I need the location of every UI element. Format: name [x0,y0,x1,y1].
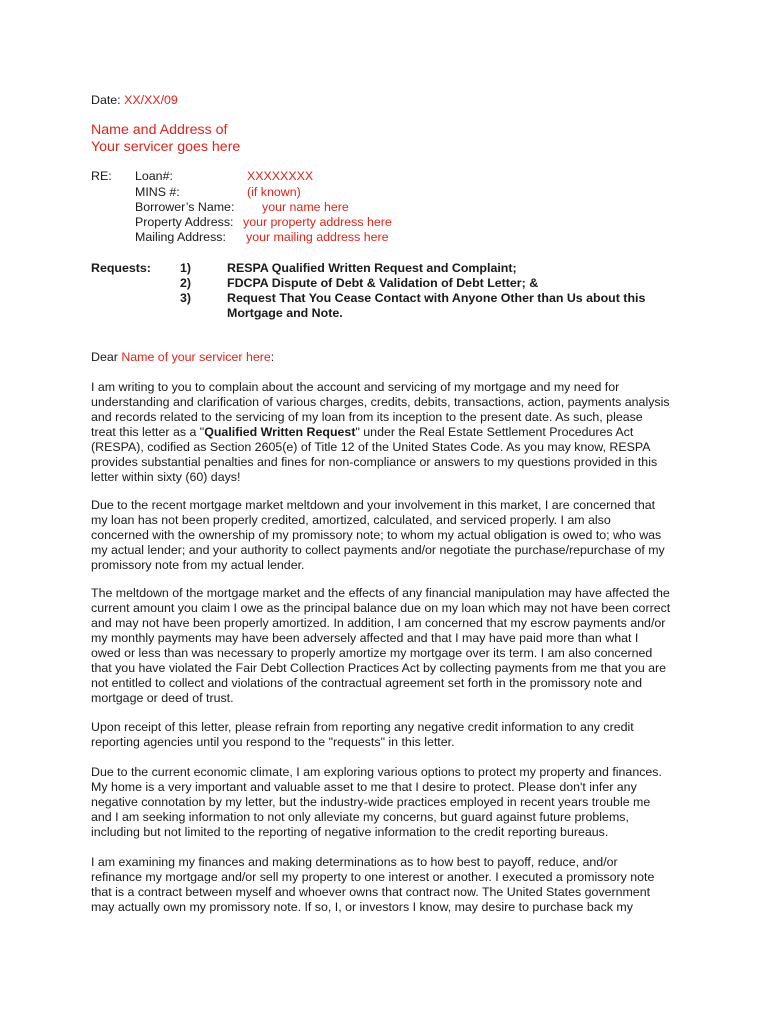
re-label: RE: [91,169,112,183]
salutation [91,350,274,365]
requests-label: Requests: [91,261,151,275]
request-text-continued: Mortgage and Note. [227,306,343,320]
paragraph-line: and records related to the servicing of my loan from its inception to the present date. As such, please [91,410,643,424]
re-row-property [91,215,691,230]
paragraph-line: My home is a very important and valuable asset to me that I desire to protect. Please don't infer any [91,780,637,794]
paragraph-5 [91,765,661,840]
request-number: 3) [180,291,192,305]
paragraph-line: my loan has not been properly credited, amortized, calculated, and serviced properly. I am also [91,513,611,527]
paragraph-3 [91,586,671,706]
paragraph-line: promissory note from my actual lender. [91,558,305,572]
paragraph-line: concerned with the ownership of my promissory note; to whom my actual obligation is owed to; who was [91,528,662,542]
request-text: Request That You Cease Contact with Anyone Other than Us about this [227,291,646,305]
paragraph-6 [91,855,661,915]
paragraph-1 [91,380,670,485]
paragraph-line: letter within sixty (60) days! [91,470,241,484]
paragraph-line: reporting agencies until you respond to the "requests" in this letter. [91,735,455,749]
paragraph-2 [91,498,665,573]
request-text: RESPA Qualified Written Request and Complaint; [227,261,517,275]
qualified-written-request-bold: Qualified Written Request [204,425,356,439]
paragraph-4 [91,720,661,750]
paragraph-line: (RESPA), codified as Section 2605(e) of Title 12 of the United States Code. As you may know, RESPA [91,440,651,454]
paragraph-line: understanding and clarification of various charges, credits, debits, transactions, action, payments analysis [91,395,670,409]
re-key: Borrower’s Name: [135,200,235,214]
text-segment: " under the Real Estate Settlement Procedures Act [355,425,634,439]
re-value: XXXXXXXX [247,169,314,183]
text-segment: treat this letter as a " [91,425,205,439]
re-value: your property address here [243,215,392,229]
request-number: 2) [180,276,192,290]
paragraph-line: Due to the recent mortgage market meltdown and your involvement in this market, I are concerned that [91,498,656,512]
paragraph-line: may actually own my promissory note. If so, I, or investors I know, may desire to purchase back my [91,900,633,914]
paragraph-line: Upon receipt of this letter, please refrain from reporting any negative credit information to any credit [91,720,634,734]
re-row-mins [91,185,691,200]
date-value: XX/XX/09 [124,93,178,107]
paragraph-line: that you have violated the Fair Debt Collection Practices Act by collecting payments from me that you are [91,661,667,675]
recipient-address [91,122,240,156]
salutation-suffix: : [270,350,275,364]
re-row-mailing [91,230,691,245]
re-key: MINS #: [135,185,180,199]
date-label: Date: [91,93,125,107]
paragraph-line: refinance my mortgage and/or sell my property to one interest or another. I executed a promissory note [91,870,655,884]
paragraph-line: not entitled to collect and violations of the contractual agreement set forth in the promissory note and [91,676,643,690]
paragraph-line: negative connotation by my letter, but the industry-wide practices employed in recent years trouble me [91,795,651,809]
paragraph-line: that is a contract between myself and whoever owns that contract now. The United States government [91,885,651,899]
paragraph-line: my monthly payments may have been adversely affected and that I may have paid more than what I [91,631,639,645]
re-key: Loan#: [135,169,173,183]
date-line [91,93,178,108]
recipient-line-1: Name and Address of [91,122,228,138]
recipient-line-2: Your servicer goes here [91,139,241,155]
paragraph-line: mortgage or deed of trust. [91,691,234,705]
paragraph-line: provides substantial penalties and fines for non-compliance or answers to my questions provided in this [91,455,658,469]
paragraph-line: I am writing to you to complain about the account and servicing of my mortgage and my need for [91,380,620,394]
paragraph-line: The meltdown of the mortgage market and the effects of any financial manipulation may have affected the [91,586,670,600]
paragraph-line: owed or less than was necessary to properly amortize my mortgage over its term. I am also concerned [91,646,653,660]
paragraph-line: current amount you claim I owe as the principal balance due on my loan which may not have been correct [91,601,671,615]
re-key: Mailing Address: [135,230,226,244]
paragraph-line: and I am seeking information to not only alleviate my concerns, but guard against future problems, [91,810,629,824]
salutation-prefix: Dear [91,350,122,364]
paragraph-line: Due to the current economic climate, I am exploring various options to protect my property and finances. [91,765,662,779]
re-value: your mailing address here [246,230,389,244]
request-number: 1) [180,261,192,275]
re-row-loan [91,169,691,184]
paragraph-line: and may not have been properly amortized. In addition, I am concerned that my escrow payments and/or [91,616,666,630]
re-key: Property Address: [135,215,234,229]
re-value: your name here [262,200,349,214]
paragraph-line: I am examining my finances and making determinations as to how best to payoff, reduce, and/or [91,855,618,869]
paragraph-line: including but not limited to the reporting of negative information to the credit reporting bureaus. [91,825,609,839]
request-text: FDCPA Dispute of Debt & Validation of Debt Letter; & [227,276,539,290]
re-value: (if known) [247,185,301,199]
paragraph-line [91,425,661,440]
re-row-borrower [91,200,691,215]
paragraph-line: my actual lender; and your authority to collect payments and/or negotiate the purchase/repurchase of my [91,543,665,557]
salutation-name: Name of your servicer here [121,350,271,364]
